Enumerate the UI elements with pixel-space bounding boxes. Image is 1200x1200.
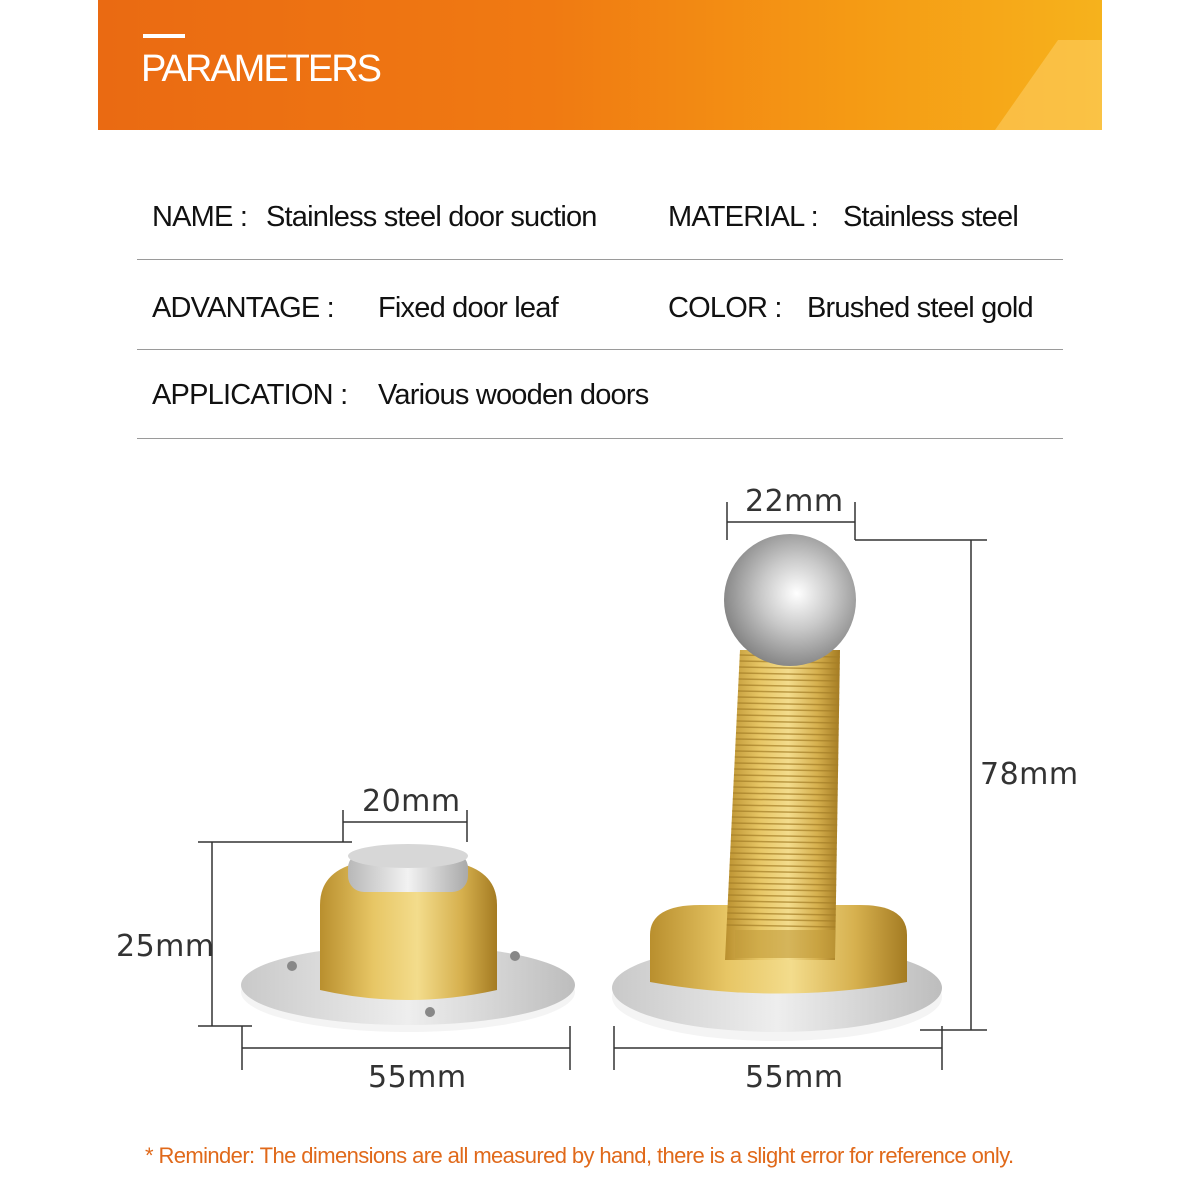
row-divider [137,438,1063,439]
page-title: PARAMETERS [141,48,381,90]
row-divider [137,259,1063,260]
name-label: NAME : [152,201,248,233]
material-label: MATERIAL : [668,201,818,233]
color-label: COLOR : [668,292,782,324]
reminder-note: * Reminder: The dimensions are all measured by hand, there is a slight error for reference only. [145,1143,1014,1168]
floor-stopper-image [241,844,575,1032]
color-value: Brushed steel gold [807,292,1033,324]
banner-sheen [946,40,1102,130]
wall-stopper-image [612,534,942,1041]
name-value: Stainless steel door suction [266,201,597,233]
small-height-dimension: 25mm [116,929,215,964]
title-accent-line [143,34,185,38]
advantage-value: Fixed door leaf [378,292,558,324]
application-label: APPLICATION : [152,379,348,411]
tall-top-dimension: 22mm [745,484,844,519]
material-value: Stainless steel [843,201,1018,233]
header-banner [98,0,1102,130]
application-value: Various wooden doors [378,379,649,411]
small-base-dimension: 55mm [368,1060,467,1095]
tall-base-dimension: 55mm [745,1060,844,1095]
advantage-label: ADVANTAGE : [152,292,334,324]
row-divider [137,349,1063,350]
small-top-dimension: 20mm [362,784,461,819]
tall-height-dimension: 78mm [980,757,1079,792]
